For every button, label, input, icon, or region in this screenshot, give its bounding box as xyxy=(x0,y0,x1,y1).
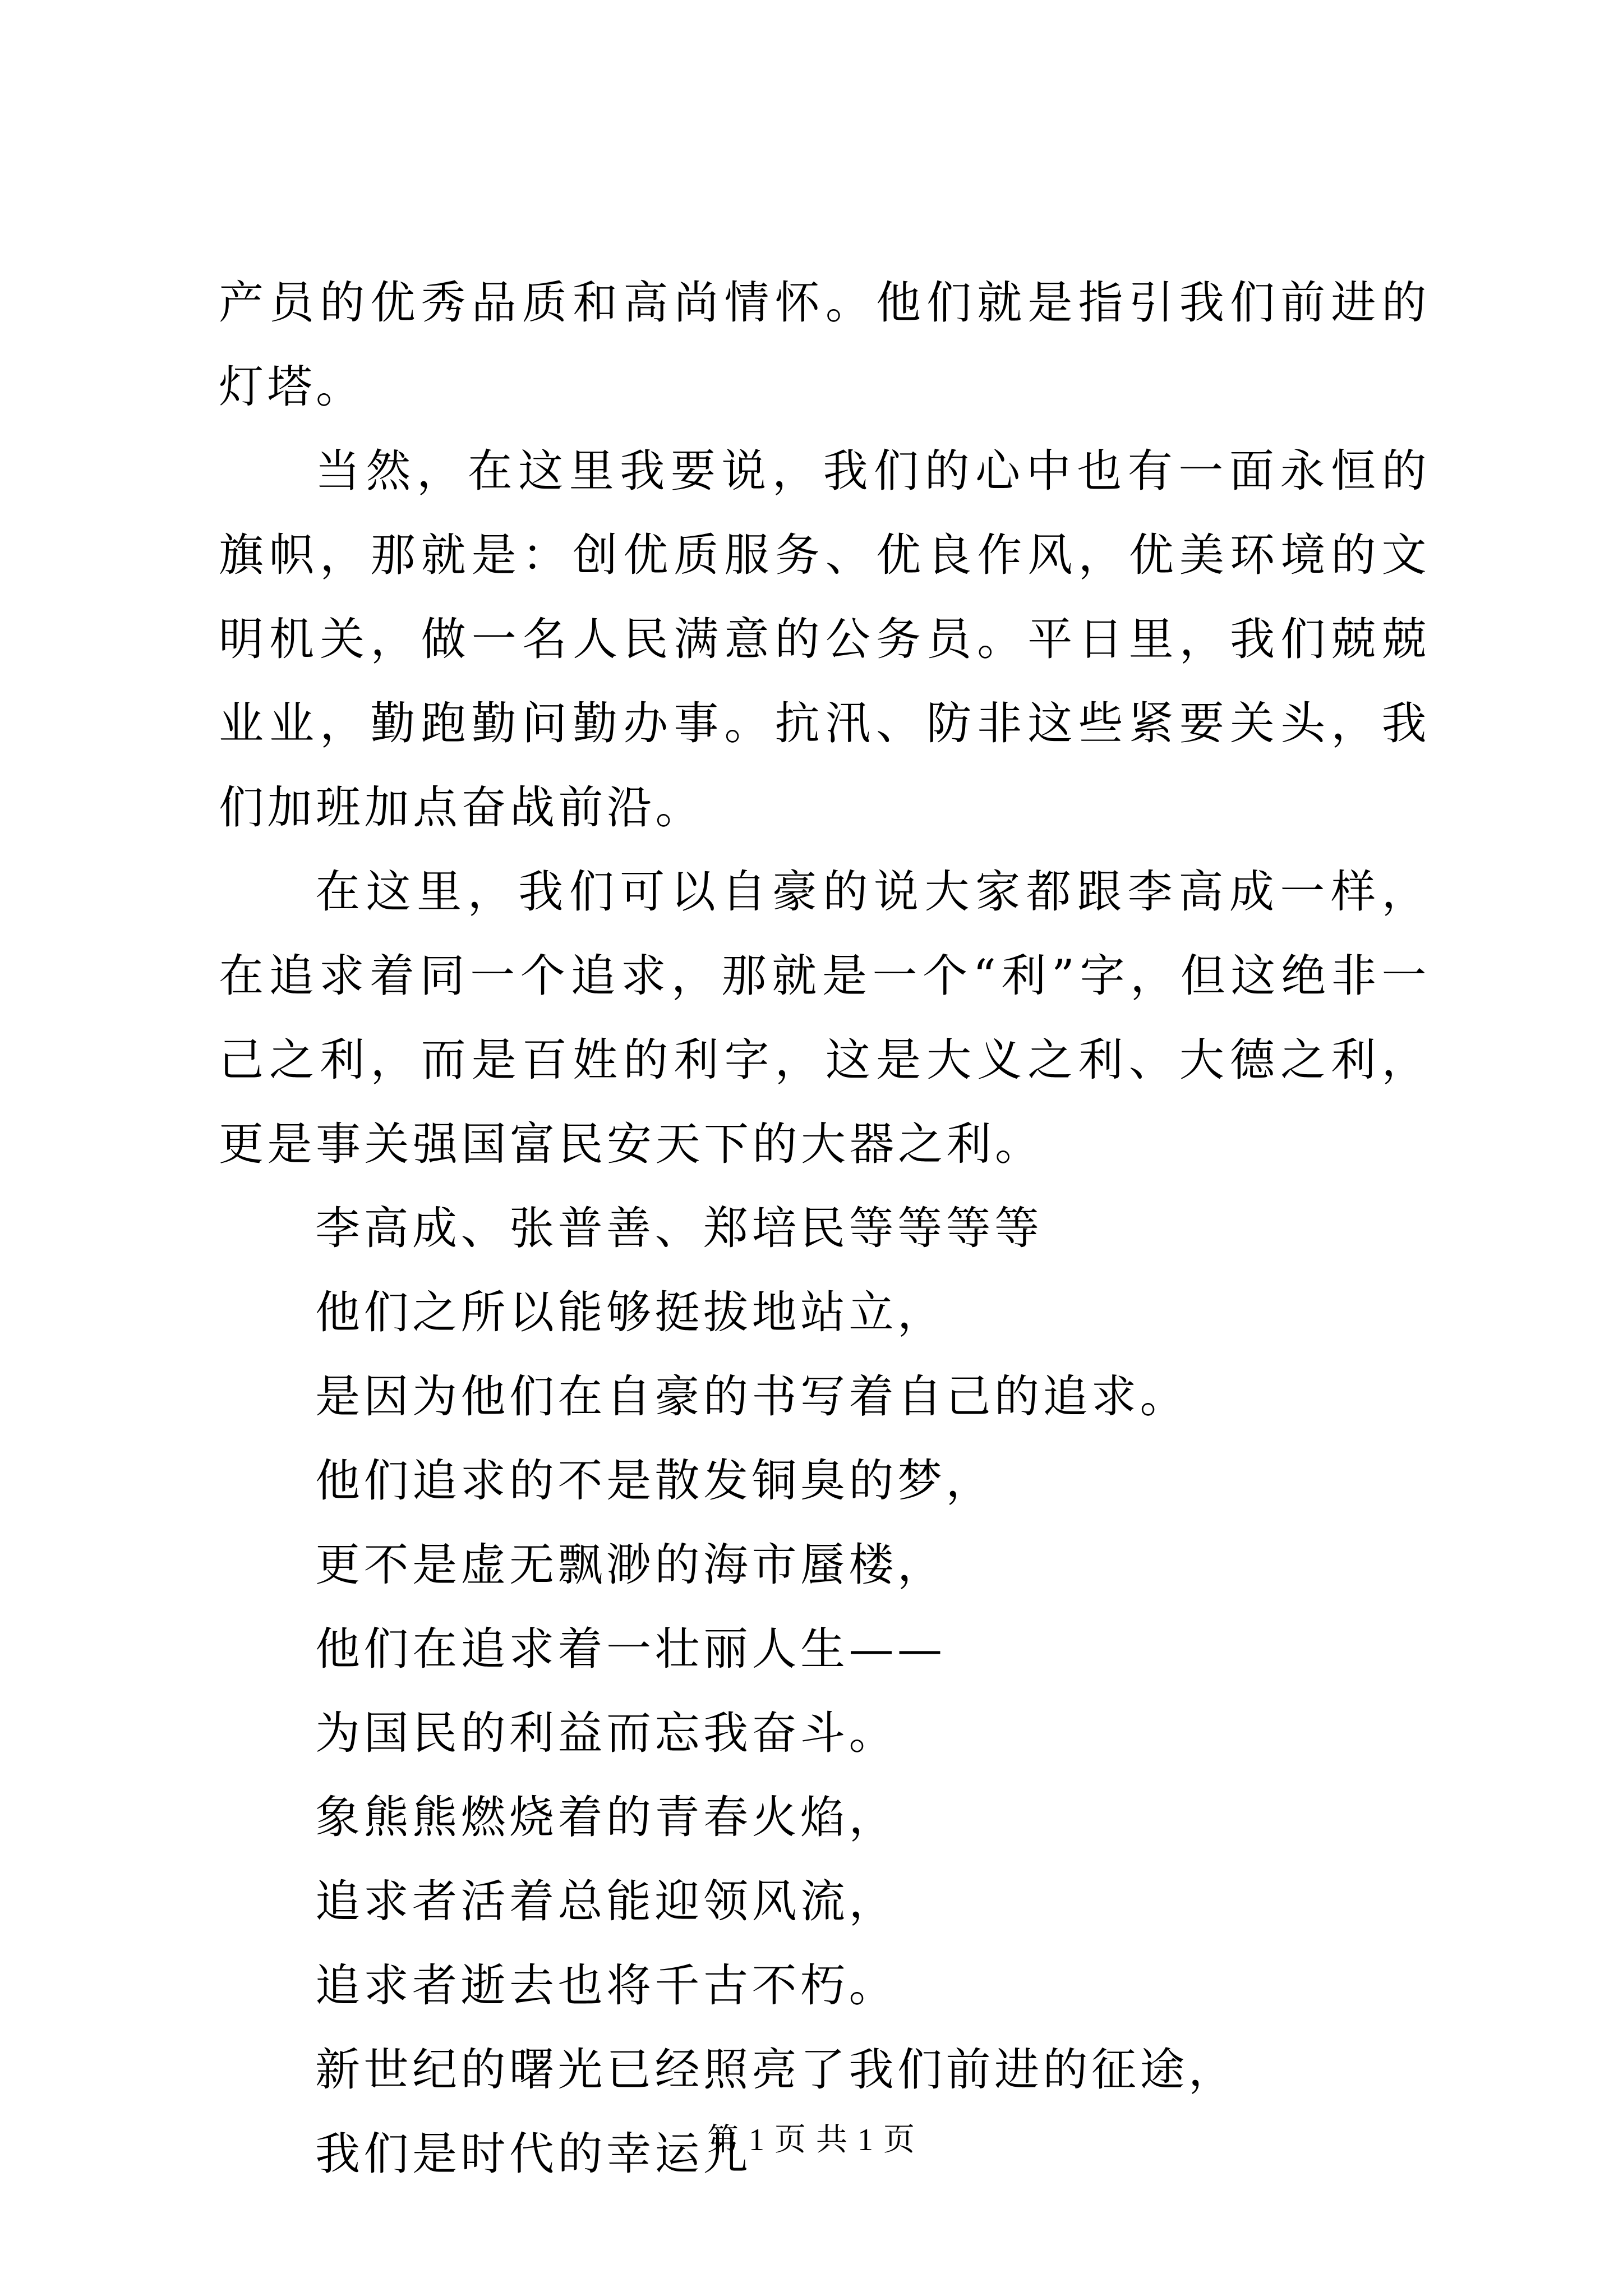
verse-line: 为国民的利益而忘我奋斗。 xyxy=(315,1707,897,1759)
page-number-label: 第 1 页 共 1 页 xyxy=(707,2123,916,2157)
verse-line: 他们在追求着一壮丽人生—— xyxy=(315,1623,946,1675)
paragraph-continuation: 产员的优秀品质和高尚情怀。他们就是指引我们前进的灯塔。 xyxy=(219,277,1430,413)
verse-line: 他们追求的不是散发铜臭的梦， xyxy=(315,1455,994,1507)
verse-line: 象熊熊燃烧着的青春火焰， xyxy=(315,1791,897,1843)
verse-line: 追求者活着总能迎领风流， xyxy=(315,1875,897,1927)
page-footer xyxy=(0,2120,1623,2160)
paragraph-civil-servant: 当然，在这里我要说，我们的心中也有一面永恒的旗帜，那就是：创优质服务、优良作风，优美环境的文明机关，做一名人民满意的公务员。平日里，我们兢兢业业，勤跑勤问勤办事。抗汛、防非这些紧要关头，我们加班加点奋战前沿。 xyxy=(219,445,1430,834)
verse-line: 他们之所以能够挺拔地站立， xyxy=(315,1286,946,1338)
verse-line: 更不是虚无飘渺的海市蜃楼， xyxy=(315,1539,946,1591)
verse-line: 是因为他们在自豪的书写着自己的追求。 xyxy=(315,1370,1188,1423)
verse-line: 我们是时代的幸运儿 xyxy=(315,2128,752,2180)
verse-line: 李高成、张普善、郑培民等等等等 xyxy=(315,1202,1043,1254)
document-body xyxy=(219,261,1430,2196)
verse-line: 追求者逝去也将千古不朽。 xyxy=(315,1959,897,2012)
verse-line: 新世纪的曙光已经照亮了我们前进的征途， xyxy=(315,2044,1237,2096)
paragraph-pursuit: 在这里，我们可以自豪的说大家都跟李高成一样，在追求着同一个追求，那就是一个“利”字，但这绝非一己之利，而是百姓的利字，这是大义之利、大德之利，更是事关强国富民安天下的大器之利。 xyxy=(219,866,1430,1170)
